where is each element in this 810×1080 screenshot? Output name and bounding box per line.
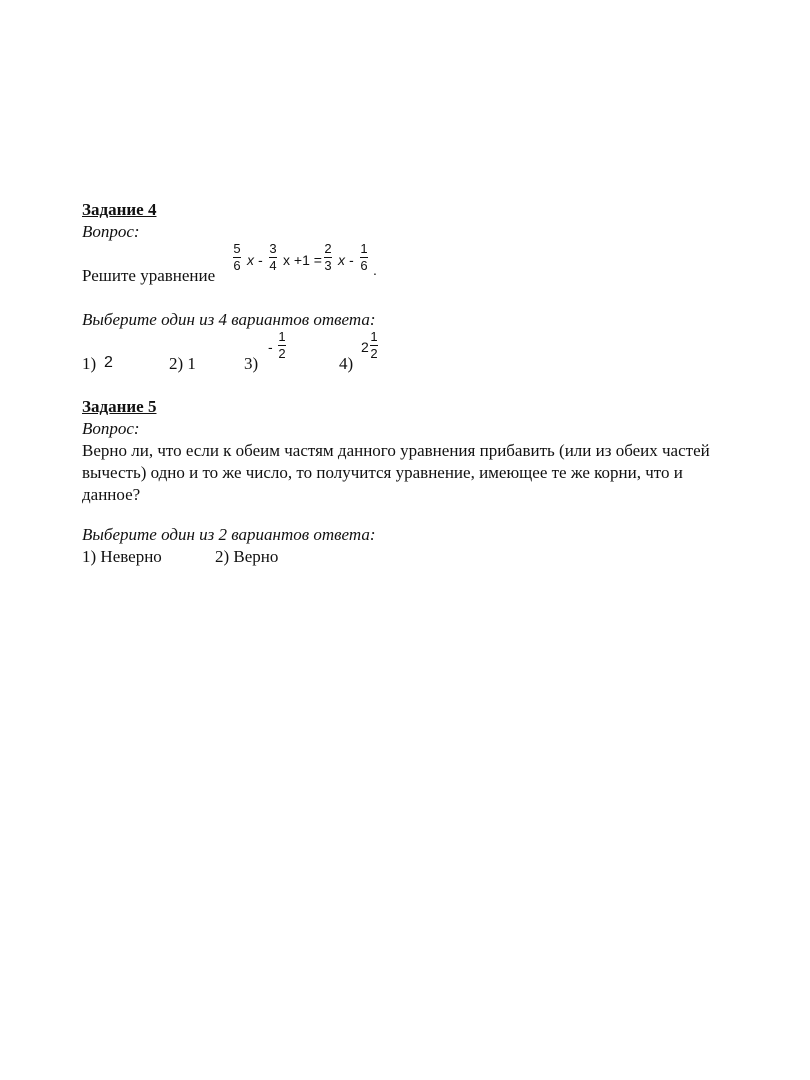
task4-heading: Задание 4 <box>82 200 157 219</box>
option-3-den: 2 <box>278 346 286 361</box>
eq-term-2: x +1 = <box>283 252 322 268</box>
option-4-label: 4) <box>339 354 354 373</box>
eq-fraction-2 <box>269 242 277 273</box>
task4-question-text: Решите уравнение <box>82 266 216 285</box>
option-2[interactable]: 2) 1 <box>169 354 196 373</box>
option-1-label: 1) <box>82 354 97 373</box>
eq-f1-den: 6 <box>233 258 241 273</box>
eq-fraction-1 <box>233 242 241 273</box>
task4-choose-prompt: Выберите один из 4 вариантов ответа: <box>82 310 376 329</box>
eq-end: . <box>373 262 377 278</box>
option-4-fraction <box>370 330 378 361</box>
eq-f3-num: 2 <box>324 241 332 256</box>
eq-f2-num: 3 <box>269 241 277 256</box>
eq-f4-den: 6 <box>360 258 368 273</box>
eq-fraction-3 <box>324 242 332 273</box>
eq-term-1: x - <box>247 252 263 268</box>
option-3-sign: - <box>268 339 273 355</box>
option-4-num: 1 <box>370 329 378 344</box>
eq-f1-num: 5 <box>233 241 241 256</box>
option-3-fraction <box>278 330 286 361</box>
task5-question-text: Верно ли, что если к обеим частям данного уравнения прибавить (или из обеих частей вычесть) одно и то же число, то получится уравнение, имеющее те же корни, что и данное? <box>82 441 710 504</box>
task5-option-1[interactable]: 1) Неверно <box>82 547 162 566</box>
task5-choose-prompt: Выберите один из 2 вариантов ответа: <box>82 525 376 544</box>
option-1-value: 2 <box>104 354 113 371</box>
option-4-whole: 2 <box>361 339 369 355</box>
option-3-label: 3) <box>244 354 259 373</box>
task4-question-label: Вопрос: <box>82 222 140 241</box>
option-3-num: 1 <box>278 329 286 344</box>
eq-f3-den: 3 <box>324 258 332 273</box>
eq-term-3: x - <box>338 252 354 268</box>
eq-f2-den: 4 <box>269 258 277 273</box>
eq-f4-num: 1 <box>360 241 368 256</box>
eq-fraction-4 <box>360 242 368 273</box>
task5-option-2[interactable]: 2) Верно <box>215 547 279 566</box>
task5-heading: Задание 5 <box>82 397 157 416</box>
task5-question-label: Вопрос: <box>82 419 140 438</box>
option-4-den: 2 <box>370 346 378 361</box>
